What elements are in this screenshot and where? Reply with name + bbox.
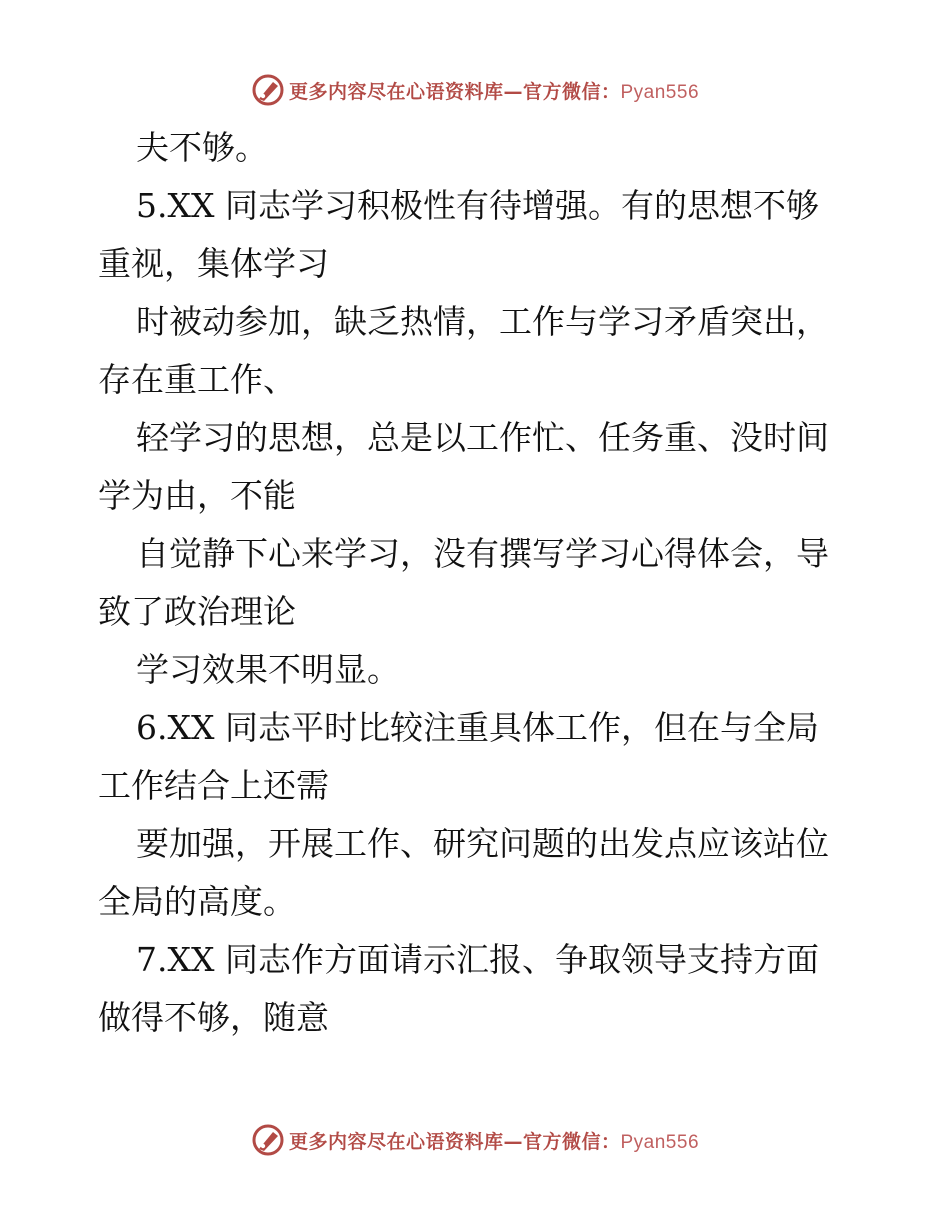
- footer-watermark: [0, 1120, 950, 1160]
- text-line: 6.XX 同志平时比较注重具体工作，但在与全局: [136, 708, 819, 747]
- text-line: 学习效果不明显。: [136, 650, 400, 689]
- text-line: 7.XX 同志作方面请示汇报、争取领导支持方面: [136, 940, 819, 979]
- pen-logo-icon: [251, 73, 285, 107]
- text-line: 5.XX 同志学习积极性有待增强。有的思想不够: [136, 186, 819, 225]
- text-line: 做得不够，随意: [98, 998, 329, 1037]
- text-line: 自觉静下心来学习，没有撰写学习心得体会，导: [136, 534, 829, 573]
- text-line: 工作结合上还需: [98, 766, 329, 805]
- text-line: 夫不够。: [136, 128, 268, 167]
- text-line: 要加强，开展工作、研究问题的出发点应该站位: [136, 824, 829, 863]
- watermark-text: 更多内容尽在心语资料库—官方微信：Pyan556: [288, 1130, 700, 1153]
- text-line: 轻学习的思想，总是以工作忙、任务重、没时间: [136, 418, 829, 457]
- text-line: 学为由，不能: [98, 476, 296, 515]
- text-line: 致了政治理论: [98, 592, 296, 631]
- header-watermark: [0, 70, 950, 110]
- text-line: 时被动参加，缺乏热情，工作与学习矛盾突出，: [136, 302, 829, 341]
- text-line: 全局的高度。: [98, 882, 296, 921]
- pen-logo-icon: [251, 1123, 285, 1157]
- watermark-text: 更多内容尽在心语资料库—官方微信：Pyan556: [288, 80, 700, 103]
- text-line: 重视，集体学习: [98, 244, 329, 283]
- text-line: 存在重工作、: [98, 360, 296, 399]
